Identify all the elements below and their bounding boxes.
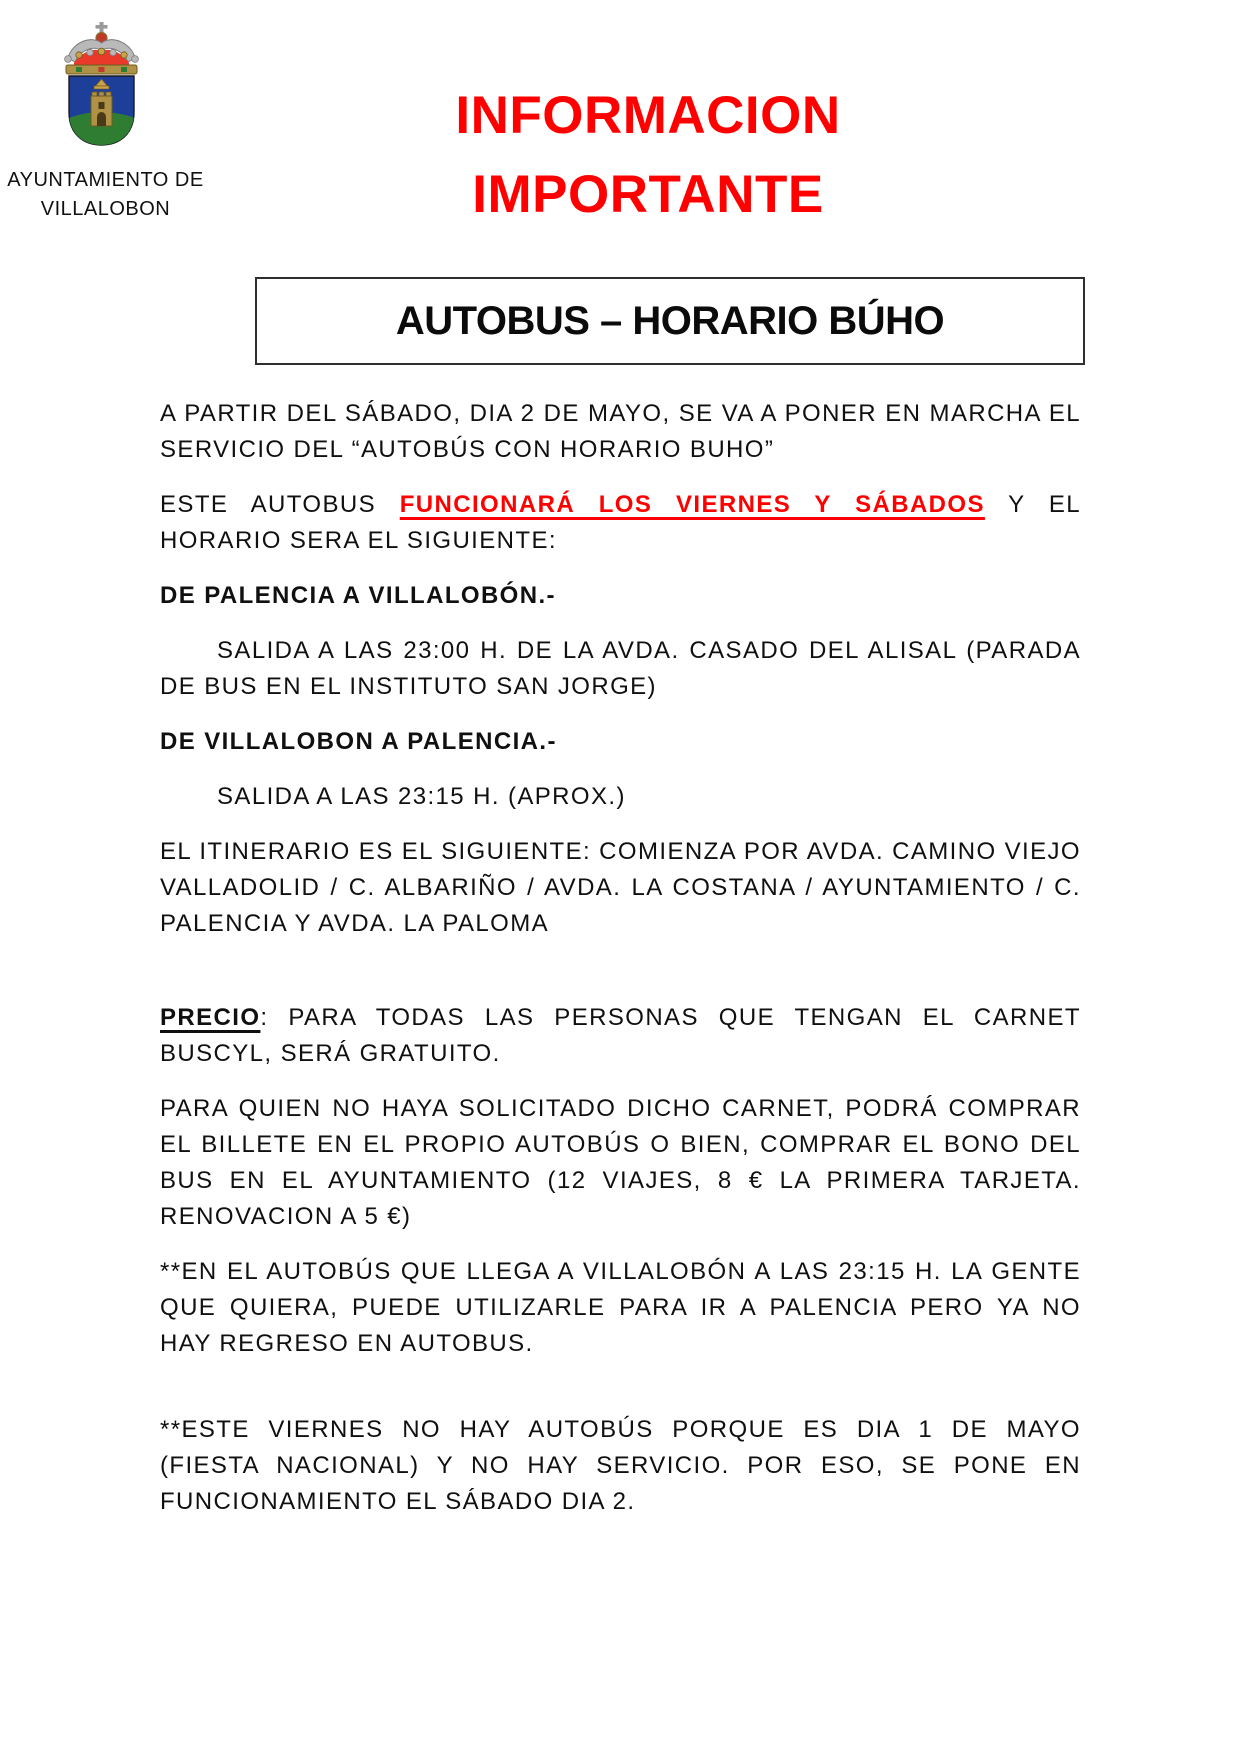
paragraph-departure-2315: SALIDA A LAS 23:15 H. (APROX.) bbox=[217, 783, 626, 810]
page-title-line2: IMPORTANTE bbox=[472, 165, 824, 224]
paragraph-service-days bbox=[160, 487, 1081, 559]
document-body bbox=[160, 396, 1081, 1539]
heading-palencia-to-villalobon: DE PALENCIA A VILLALOBÓN.- bbox=[160, 582, 556, 609]
highlighted-days-text: FUNCIONARÁ LOS VIERNES Y SÁBADOS bbox=[399, 491, 985, 518]
text-segment: Y EL HORARIO SERA EL SIGUIENTE: bbox=[160, 491, 1081, 554]
paragraph-note-no-return: **EN EL AUTOBÚS QUE LLEGA A VILLALOBÓN A LAS 23:15 H. LA GENTE QUE QUIERA, PUEDE UTILIZARLE PARA IR A PALENCIA PERO YA NO HAY REGRESO EN AUTOBUS. bbox=[160, 1258, 1081, 1357]
subtitle-box bbox=[255, 277, 1085, 365]
paragraph-itinerary: EL ITINERARIO ES EL SIGUIENTE: COMIENZA POR AVDA. CAMINO VIEJO VALLADOLID / C. ALBARIÑO / AVDA. LA COSTANA / AYUNTAMIENTO / C. PALENCIA Y AVDA. LA PALOMA bbox=[160, 838, 1081, 937]
price-label: PRECIO bbox=[160, 1004, 261, 1031]
text-segment: ESTE AUTOBUS bbox=[160, 491, 400, 518]
coat-of-arms-icon bbox=[52, 22, 152, 150]
page-title bbox=[228, 76, 1068, 234]
paragraph-intro: A PARTIR DEL SÁBADO, DIA 2 DE MAYO, SE VA A PONER EN MARCHA EL SERVICIO DEL “AUTOBÚS CON HORARIO BUHO” bbox=[160, 400, 1081, 463]
page-title-line1: INFORMACION bbox=[455, 86, 841, 145]
organization-name bbox=[3, 166, 208, 224]
subtitle-text: AUTOBUS – HORARIO BÚHO bbox=[395, 298, 945, 343]
heading-villalobon-to-palencia: DE VILLALOBON A PALENCIA.- bbox=[160, 728, 557, 755]
paragraph-note-friday-holiday: **ESTE VIERNES NO HAY AUTOBÚS PORQUE ES DIA 1 DE MAYO (FIESTA NACIONAL) Y NO HAY SERVICIO. POR ESO, SE PONE EN FUNCIONAMIENTO EL SÁBADO DIA 2. bbox=[160, 1416, 1081, 1515]
paragraph-ticket-options: PARA QUIEN NO HAYA SOLICITADO DICHO CARNET, PODRÁ COMPRAR EL BILLETE EN EL PROPIO AUTOBÚS O BIEN, COMPRAR EL BONO DEL BUS EN EL AYUNTAMIENTO (12 VIAJES, 8 € LA PRIMERA TARJETA. RENOVACION A 5 €) bbox=[160, 1095, 1081, 1230]
organization-name-line1: AYUNTAMIENTO DE bbox=[7, 169, 204, 191]
paragraph-price bbox=[160, 1000, 1081, 1072]
text-segment: : PARA TODAS LAS PERSONAS QUE TENGAN EL CARNET BUSCYL, SERÁ GRATUITO. bbox=[160, 1004, 1081, 1067]
organization-name-line2: VILLALOBON bbox=[40, 198, 171, 220]
paragraph-departure-2300: SALIDA A LAS 23:00 H. DE LA AVDA. CASADO DEL ALISAL (PARADA DE BUS EN EL INSTITUTO SAN JORGE) bbox=[160, 637, 1081, 700]
